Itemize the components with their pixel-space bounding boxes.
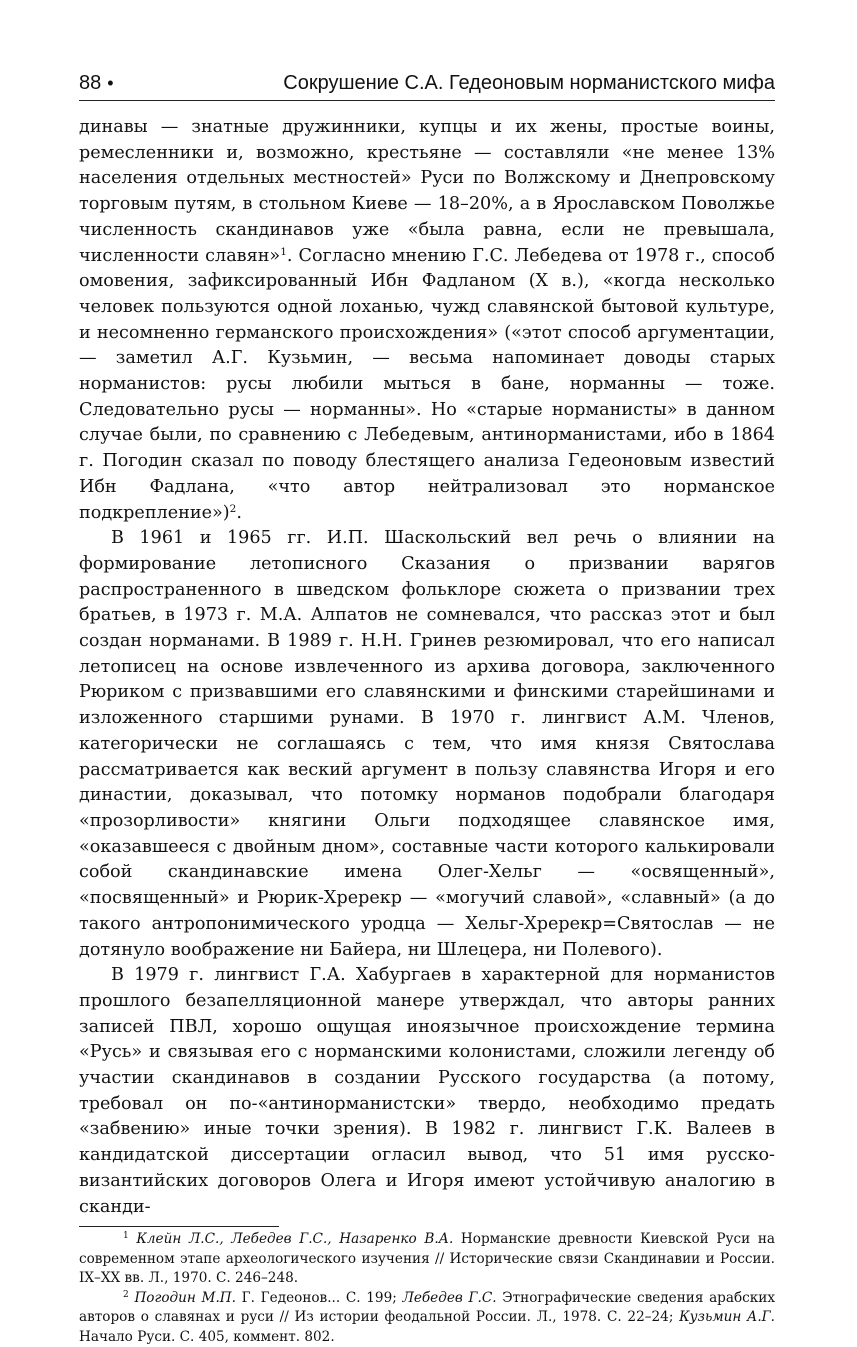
- footnote-1-text: Норманские древности Киевской Руси на современном этапе археологического изучения // Исторические связи Скандинавии и России. IX–XX вв. Л., 1970. С. 246–248.: [79, 1231, 775, 1287]
- paragraph-1-text-b: . Согласно мнению Г.С. Лебедева от 1978 г., способ омовения, зафиксированный Ибн Фадланом (X в.), «когда несколько человек пользуются одной лоханью, чужд славянской бытовой культуре, и несомненно германского происхождения» («этот способ аргументации, — заметил А.Г. Кузьмин, — весьма напоминает доводы старых норманистов: русы любили мыться в бане, норманны — тоже. Следовательно русы — норманны». Но «старые норманисты» в данном случае были, по сравнению с Лебедевым, антинорманистами, ибо в 1864 г. Погодин сказал по поводу блестящего анализа Гедеоновым известий Ибн Фадлана, «что автор нейтрализовал это норманское подкрепление»): [79, 245, 775, 523]
- footnote-1-authors: Клейн Л.С., Лебедев Г.С., Назаренко В.А.: [136, 1231, 454, 1248]
- running-title: Сокрушение С.А. Гедеоновым норманистского мифа: [283, 72, 775, 94]
- footnote-2-text-2: Этнографические сведения арабских авторов о славянах и руси // Из истории феодальной России. Л., 1978. С. 22–24;: [79, 1289, 776, 1326]
- footnote-divider: [79, 1226, 279, 1227]
- paragraph-1: [79, 115, 775, 526]
- footnote-2-author-3: Кузьмин А.Г.: [679, 1309, 775, 1326]
- page-number: 88: [79, 72, 102, 94]
- footnote-2-mark: 2: [123, 1289, 129, 1300]
- footnote-ref-1: 1: [280, 245, 287, 258]
- footnotes: [79, 1230, 775, 1347]
- bullet-separator: •: [107, 73, 114, 93]
- paragraph-1-text-a: динавы — знатные дружинники, купцы и их жены, простые воины, ремесленники и, возможно, крестьяне — составляли «не менее 13% населения отдельных местностей» Руси по Волжскому и Днепровскому торговым путям, в стольном Киеве — 18–20%, а в Ярославском Поволжье численность скандинавов уже «была равна, если не превышала, численности славян»: [79, 117, 775, 266]
- paragraph-3: В 1979 г. лингвист Г.А. Хабургаев в характерной для норманистов прошлого безапелляционной манере утверждал, что авторы ранних записей ПВЛ, хорошо ощущая иноязычное происхождение термина «Русь» и связывая его с норманскими колонистами, сложили легенду об участии скандинавов в создании Русского государства (а потому, требовал он по-«антинорманистски» твердо, необходимо предать «забвению» иные точки зрения). В 1982 г. лингвист Г.К. Валеев в кандидатской диссертации огласил вывод, что 51 имя русско-византийских договоров Олега и Игоря имеют устойчивую аналогию в сканди-: [79, 965, 775, 1217]
- main-text: [79, 115, 775, 1220]
- paragraph-1-text-c: .: [236, 502, 242, 523]
- footnote-1-mark: 1: [123, 1231, 129, 1242]
- running-header: [79, 66, 775, 101]
- footnote-2: [79, 1289, 775, 1347]
- footnote-2-author-2: Лебедев Г.С.: [402, 1289, 497, 1306]
- footnote-2-author-1: Погодин М.П.: [134, 1289, 236, 1306]
- footnote-1: [79, 1230, 775, 1289]
- footnote-2-text-1: Г. Гедеонов... С. 199;: [235, 1289, 403, 1306]
- page-number-group: [79, 66, 114, 100]
- book-page: [79, 66, 775, 1347]
- paragraph-2: В 1961 и 1965 гг. И.П. Шаскольский вел речь о влиянии на формирование летописного Сказания о призвании варягов распространенного в шведском фольклоре сюжета о призвании трех братьев, в 1973 г. М.А. Алпатов не сомневался, что рассказ этот и был создан норманами. В 1989 г. Н.Н. Гринев резюмировал, что его написал летописец на основе извлеченного из архива договора, заключенного Рюриком с призвавшими его славянскими и финскими старейшинами и изложенного старшими рунами. В 1970 г. лингвист А.М. Членов, категорически не соглашаясь с тем, что имя князя Святослава рассматривается как веский аргумент в пользу славянства Игоря и его династии, доказывал, что потомку норманов подобрали благодаря «прозорливости» княгини Ольги подходящее славянское имя, «оказавшееся с двойным дном», составные части которого калькировали собой скандинавские имена Олег-Хельг — «освященный», «посвященный» и Рюрик-Хререкр — «могучий славой», «славный» (а до такого антропонимического уродца — Хельг-Хререкр=Святослав — не дотянуло воображение ни Байера, ни Шлецера, ни Полевого).: [79, 528, 775, 960]
- footnote-2-text-3: Начало Руси. С. 405, коммент. 802.: [79, 1328, 335, 1345]
- footnote-ref-2: 2: [229, 502, 237, 515]
